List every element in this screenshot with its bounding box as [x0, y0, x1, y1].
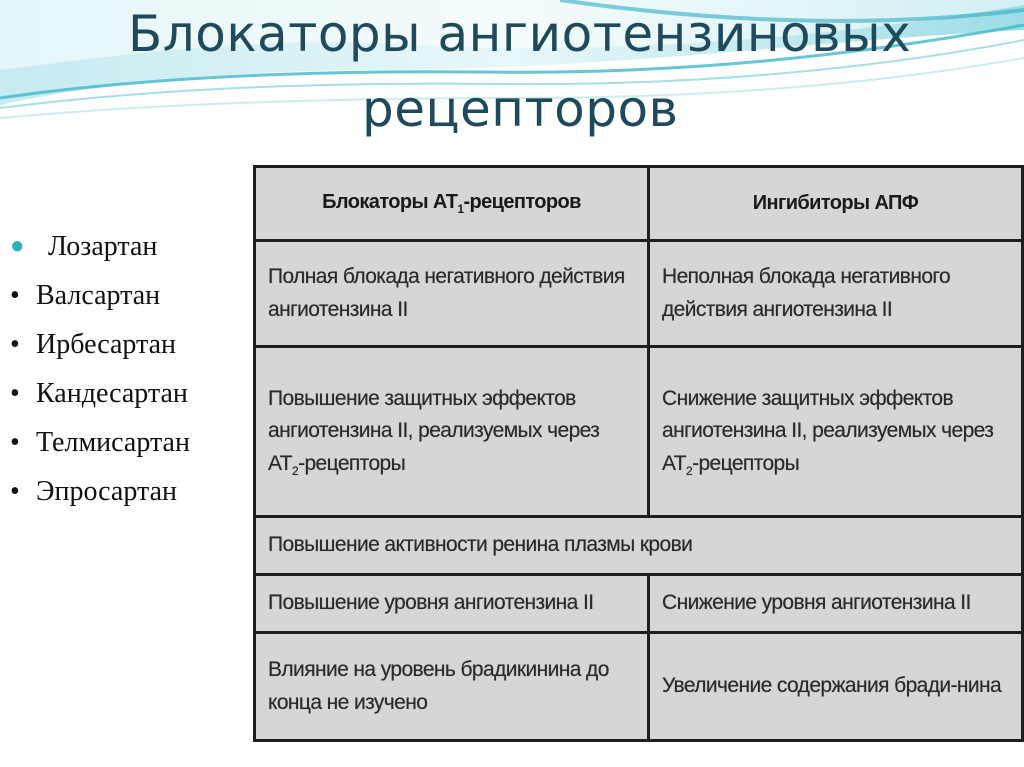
cell-left: Повышение уровня ангиотензина II [255, 575, 649, 633]
list-item: • Ирбесартан [10, 328, 177, 360]
table-row [255, 241, 1023, 347]
header-ace-inhibitors: Ингибиторы АПФ [649, 167, 1023, 241]
cell-right: Неполная блокада негативного действия ангиотензина II [649, 241, 1023, 347]
table-row [255, 633, 1023, 741]
header-arb: Блокаторы $АТ_1$-рецепторов [255, 167, 649, 241]
list-item: • Эпросартан [10, 475, 177, 507]
list-item: ● Лозартан [10, 230, 158, 262]
cell-left: Полная блокада негативного действия ангиотензина II [255, 241, 649, 347]
comparison-table [253, 165, 1024, 742]
bullet-icon: • [10, 426, 20, 458]
slide-title-line-2: рецепторов [362, 80, 679, 138]
list-item: • Валсартан [10, 279, 161, 311]
table-header-row [255, 167, 1023, 241]
bullet-icon: • [10, 377, 20, 409]
list-item: • Телмисартан [10, 426, 190, 458]
cell-right: Снижение уровня ангиотензина II [649, 575, 1023, 633]
slide-title-line-1: Блокаторы ангиотензиновых [128, 5, 912, 63]
table-row [255, 575, 1023, 633]
comparison-table-image [253, 165, 1024, 739]
drug-list [8, 222, 190, 516]
bullet-icon: • [10, 475, 20, 507]
bullet-icon: ● [10, 233, 25, 259]
cell-full: Повышение активности ренина плазмы крови [255, 517, 1023, 575]
cell-left: Повышение защитных эффектов ангиотензина II, реализуемых через $АТ_2$-рецепторы [255, 347, 649, 517]
bullet-icon: • [10, 279, 20, 311]
table-row [255, 347, 1023, 517]
cell-right: Увеличение содержания бради-нина [649, 633, 1023, 741]
bullet-icon: • [10, 328, 20, 360]
list-item: • Кандесартан [10, 377, 188, 409]
table-row [255, 517, 1023, 575]
cell-left: Влияние на уровень брадикинина до конца не изучено [255, 633, 649, 741]
cell-right: Снижение защитных эффектов ангиотензина II, реализуемых через $АТ_2$-рецепторы [649, 347, 1023, 517]
